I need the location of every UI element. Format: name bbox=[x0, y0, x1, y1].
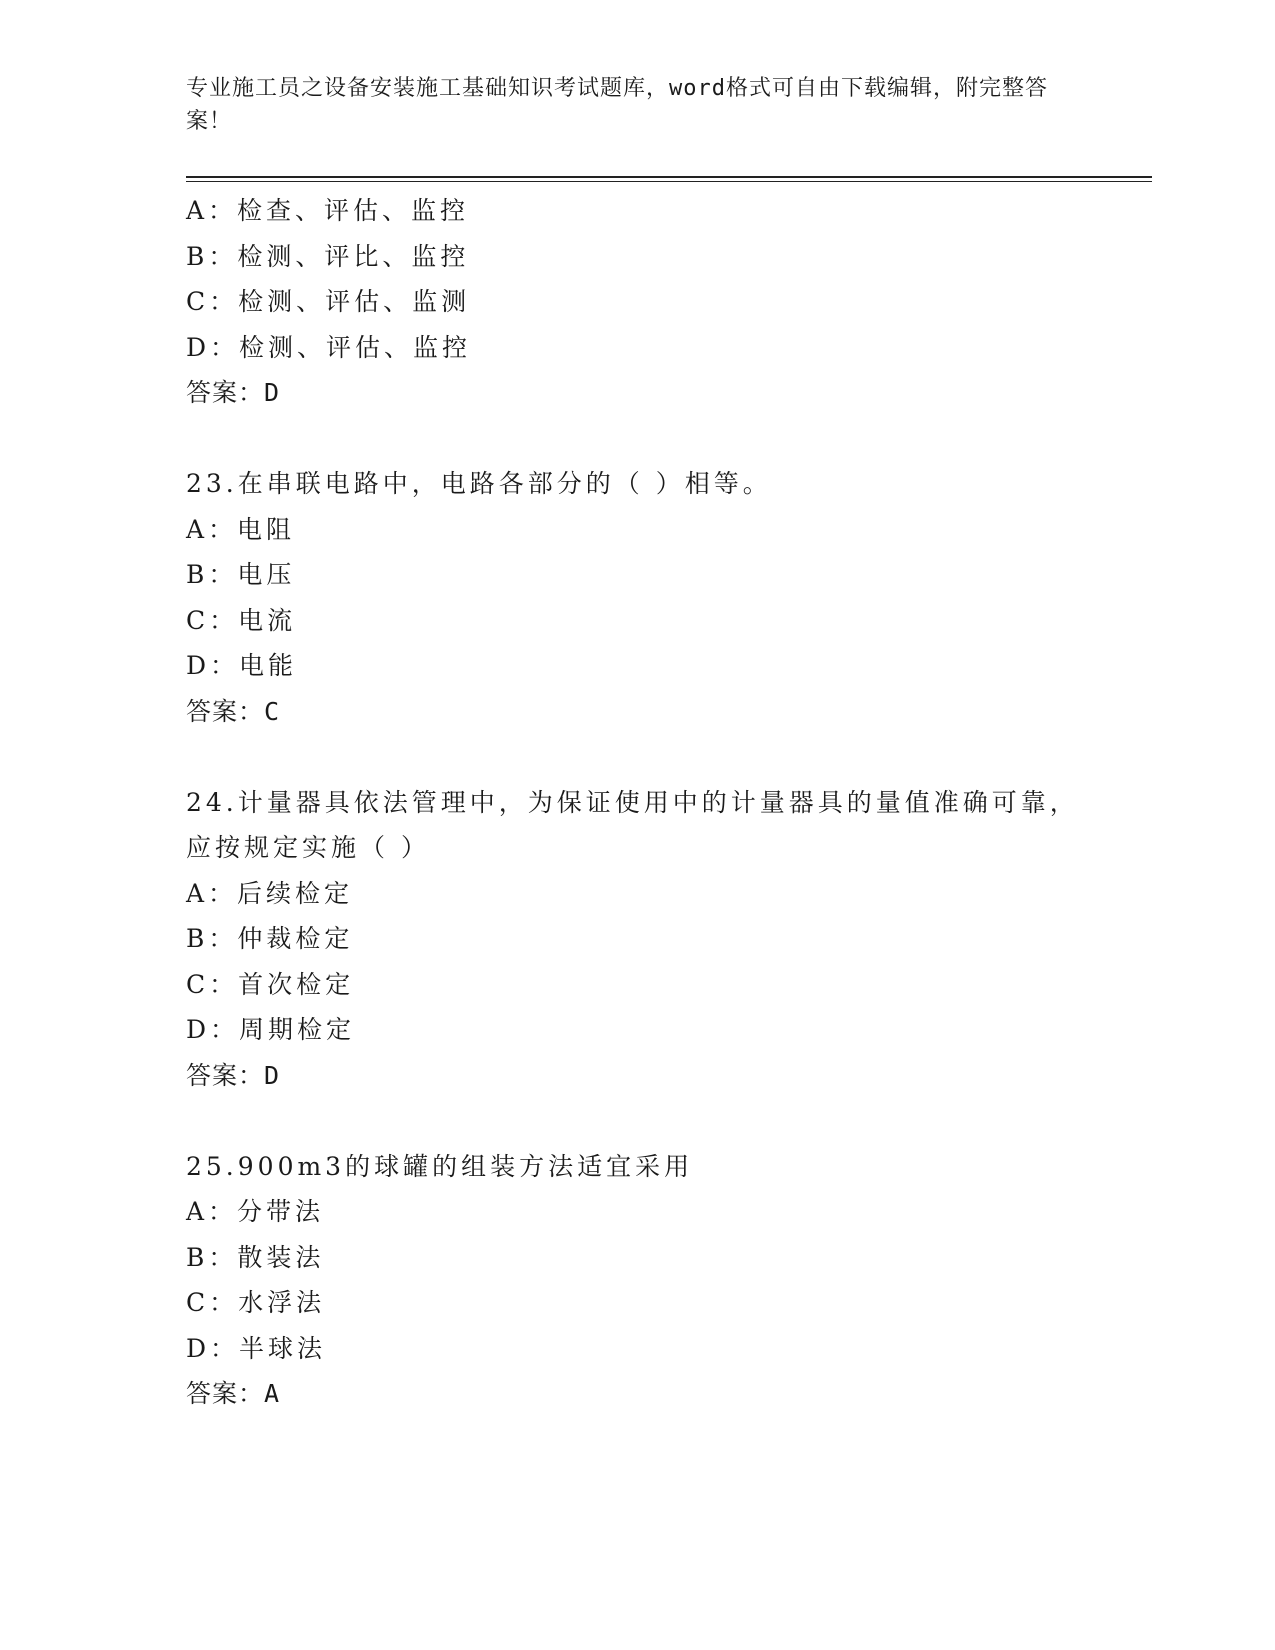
spacer bbox=[186, 416, 1126, 462]
page-header: 专业施工员之设备安装施工基础知识考试题库，word格式可自由下载编辑，附完整答案！ bbox=[186, 76, 1048, 134]
option-b: B：电压 bbox=[186, 560, 296, 589]
option-a: A：检查、评估、监控 bbox=[186, 196, 470, 225]
question-block-23 bbox=[186, 461, 1126, 734]
answer-value: C bbox=[264, 696, 281, 726]
option-b: B：仲裁检定 bbox=[186, 924, 354, 953]
option-c: C：水浮法 bbox=[186, 1288, 326, 1317]
option-a: A：电阻 bbox=[186, 514, 296, 544]
question-stem: 25.900m3的球罐的组装方法适宜采用 bbox=[186, 1151, 694, 1181]
option-c: C：首次检定 bbox=[186, 969, 355, 999]
option-b: B：检测、评比、监控 bbox=[186, 241, 470, 271]
answer-line bbox=[186, 1053, 1126, 1099]
question-block-25 bbox=[186, 1144, 1126, 1417]
question-stem: 23.在串联电路中，电路各部分的（ ）相等。 bbox=[186, 469, 772, 498]
option-d: D：检测、评估、监控 bbox=[186, 332, 472, 362]
option-c: C：检测、评估、监测 bbox=[186, 287, 471, 316]
spacer bbox=[186, 734, 1126, 780]
question-stem-continued: 应按规定实施（ ） bbox=[186, 833, 430, 862]
answer-line bbox=[186, 370, 1126, 416]
answer-line bbox=[186, 689, 1126, 735]
option-c: C：电流 bbox=[186, 605, 297, 635]
answer-label: 答案： bbox=[186, 1379, 265, 1408]
option-a: A：分带法 bbox=[186, 1197, 325, 1226]
answer-value: A bbox=[264, 1379, 281, 1408]
option-a: A：后续检定 bbox=[186, 878, 354, 908]
question-block-partial bbox=[186, 188, 1126, 416]
option-d: D：周期检定 bbox=[186, 1015, 356, 1044]
option-b: B：散装法 bbox=[186, 1242, 325, 1272]
answer-label: 答案： bbox=[186, 1060, 265, 1090]
option-d: D：半球法 bbox=[186, 1333, 327, 1363]
answer-label: 答案： bbox=[186, 378, 265, 407]
option-d: D：电能 bbox=[186, 651, 298, 680]
header-rule-thin bbox=[186, 181, 1152, 182]
header-rule-thick bbox=[186, 176, 1152, 178]
question-stem: 24.计量器具依法管理中，为保证使用中的计量器具的量值准确可靠， bbox=[186, 787, 1079, 817]
question-list bbox=[186, 188, 1126, 1417]
spacer bbox=[186, 1098, 1126, 1144]
answer-value: D bbox=[264, 1060, 281, 1090]
answer-label: 答案： bbox=[186, 696, 265, 726]
answer-line bbox=[186, 1371, 1126, 1417]
answer-value: D bbox=[264, 378, 281, 407]
question-block-24 bbox=[186, 780, 1126, 1099]
